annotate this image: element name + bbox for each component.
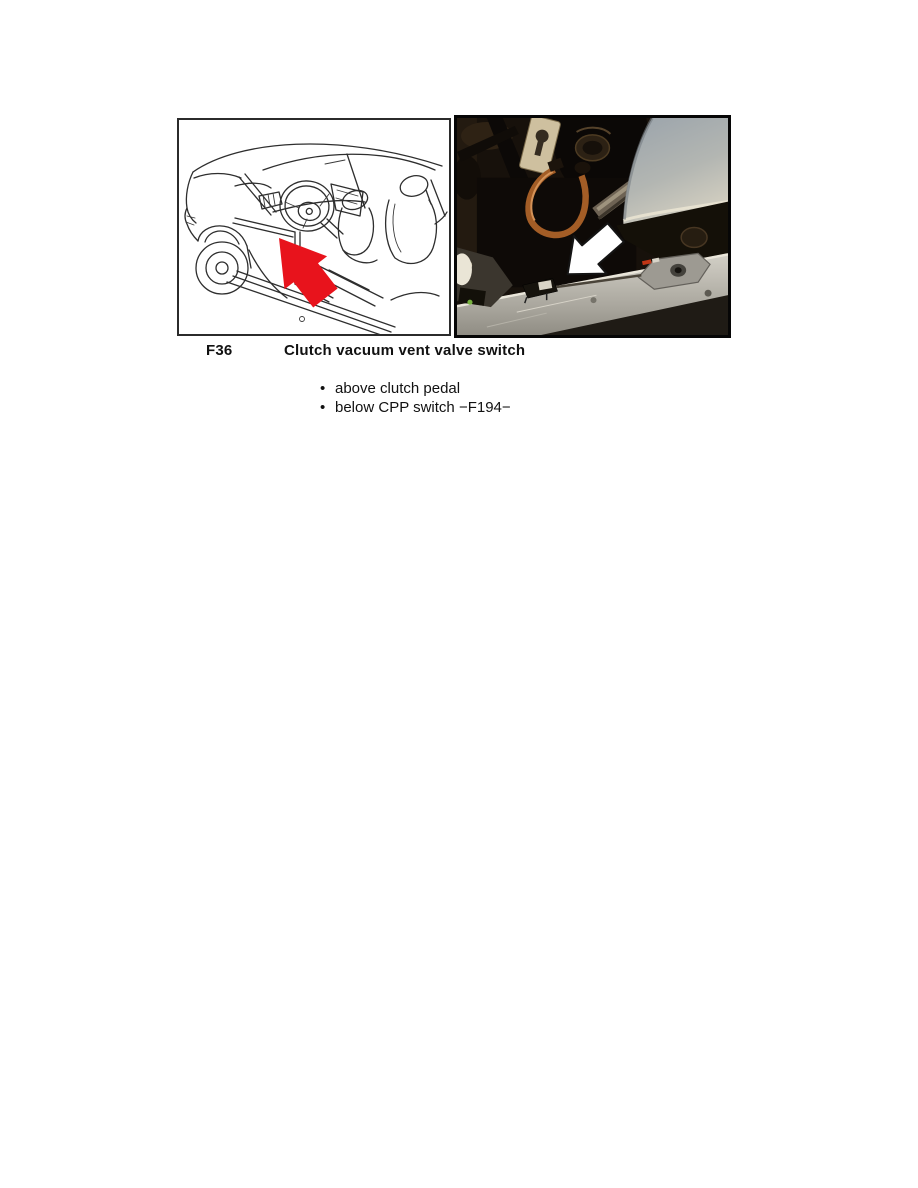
green-led bbox=[467, 300, 472, 305]
location-note-item: • above clutch pedal bbox=[320, 380, 511, 399]
right-figure bbox=[454, 115, 731, 338]
location-note-item: • below CPP switch −F194− bbox=[320, 399, 511, 418]
red-location-arrow-icon bbox=[279, 238, 338, 308]
underdash-photo bbox=[457, 118, 728, 335]
car-line-art bbox=[185, 144, 447, 334]
photo-scene bbox=[457, 118, 728, 335]
location-notes-list bbox=[320, 380, 511, 417]
left-figure bbox=[177, 118, 451, 336]
component-name: Clutch vacuum vent valve switch bbox=[284, 342, 526, 359]
car-cutaway-illustration bbox=[179, 120, 449, 334]
component-code: F36 bbox=[206, 342, 233, 359]
